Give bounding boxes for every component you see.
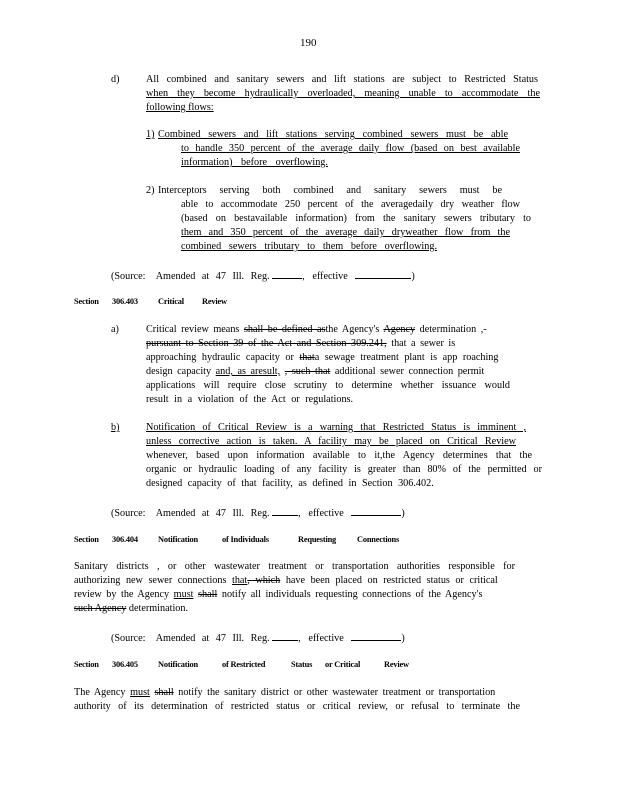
section-404-word-4: Connections — [357, 535, 400, 544]
item-d-sub2-line1: Interceptors serving both combined and sanitary sewers must be — [158, 185, 502, 196]
blank-effective-date — [351, 505, 401, 516]
item-d-sub2-line5: combined sewers tributary to them before overflowing. — [181, 241, 437, 252]
para-405-line2: authority of its determination of restricted status or critical review, or refusal to terminate the — [74, 701, 520, 712]
item-a-line3: approaching hydraulic capacity or thata sewage treatment plant is app roaching — [146, 352, 499, 363]
section-405-word-3: Status — [291, 660, 313, 669]
section-405-word-4: or Critical — [325, 660, 361, 669]
section-403-word: Section — [74, 297, 99, 306]
item-d-line3: following flows: — [146, 102, 214, 113]
item-d-sub1-line1: Combined sewers and lift stations serving combined sewers must be able — [158, 129, 508, 140]
item-a-line1: Critical review means shall be defined asthe Agency's Agency determination ,- — [146, 324, 487, 335]
item-a-line4: design capacity and, as aresult, , such that additional sewer connection permit — [146, 366, 485, 377]
item-a-line5: applications will require close scrutiny to determine whether issuance would — [146, 380, 510, 391]
item-d-line1: All combined and sanitary sewers and lift stations are subject to Restricted Status — [146, 74, 538, 85]
blank-reg-number — [272, 268, 302, 279]
item-d-sub2-line2: able to accommodate 250 percent of the averagedaily dry weather flow — [181, 199, 520, 210]
section-404-number: 306.404 — [112, 535, 138, 544]
para-404-line1: Sanitary districts , or other wastewater treatment or transportation authorities responsible for — [74, 561, 515, 572]
item-d-sub1-label: 1) — [146, 129, 155, 140]
section-405-number: 306.405 — [112, 660, 138, 669]
section-405-word-5: Review — [384, 660, 409, 669]
item-b-line1: Notification of Critical Review is a warning that Restricted Status is imminent , — [146, 422, 526, 433]
page-number: 190 — [300, 37, 317, 49]
blank-effective-date — [355, 268, 411, 279]
source-line-3: (Source: Amended at 47 Ill. Reg. , effective ) — [111, 630, 405, 646]
item-b-label: b) — [111, 422, 120, 433]
para-405-line1: The Agency must shall notify the sanitary district or other wastewater treatment or transportation — [74, 687, 496, 698]
blank-reg-number — [272, 505, 298, 516]
para-404-line4: such Agency determination. — [74, 603, 189, 614]
item-b-line2: unless corrective action is taken. A facility may be placed on Critical Review — [146, 436, 516, 447]
item-d-sub1-line2: to handle 350 percent of the average daily flow (based on best available — [181, 143, 520, 154]
section-404-word-3: Requesting — [298, 535, 337, 544]
item-b-line5: designed capacity of that facility, as defined in Section 306.402. — [146, 478, 434, 489]
section-404-word-1: Notification — [158, 535, 198, 544]
section-403-title-1: Critical — [158, 297, 184, 306]
para-404-line3: review by the Agency must shall notify all individuals requesting connections of the Agency's — [74, 589, 483, 600]
item-d-sub2-line3: (based on bestavailable information) from the sanitary sewers tributary to — [181, 213, 531, 224]
item-b-line4: organic or hydraulic loading of any facility is greater than 80% of the permitted or — [146, 464, 542, 475]
item-a-label: a) — [111, 324, 119, 335]
item-d-line2: when they become hydraulically overloaded, meaning unable to accommodate the — [146, 88, 540, 99]
item-b-line3: whenever, based upon information available to it,the Agency determines that the — [146, 450, 532, 461]
source-line-1: (Source: Amended at 47 Ill. Reg. , effective ) — [111, 268, 415, 284]
item-a-line2: pursuant to Section 39 of the Act and Section 309.241, that a sewer is — [146, 338, 456, 349]
para-404-line2: authorizing new sewer connections that, which have been placed on restricted status or critical — [74, 575, 498, 586]
section-405-word-2: of Restricted — [222, 660, 266, 669]
section-405-word-1: Notification — [158, 660, 198, 669]
item-d-label: d) — [111, 74, 120, 85]
section-405-word: Section — [74, 660, 99, 669]
item-d-sub1-line3: information) before overflowing. — [181, 157, 328, 168]
blank-effective-date — [351, 630, 401, 641]
item-a-line6: result in a violation of the Act or regulations. — [146, 394, 354, 405]
section-404-word-2: of Individuals — [222, 535, 269, 544]
item-d-sub2-line4: them and 350 percent of the average daily dryweather flow from the — [181, 227, 510, 238]
blank-reg-number — [272, 630, 298, 641]
source-line-2: (Source: Amended at 47 Ill. Reg. , effective ) — [111, 505, 405, 521]
section-403-title-2: Review — [202, 297, 227, 306]
item-d-sub2-label: 2) — [146, 185, 155, 196]
section-403-number: 306.403 — [112, 297, 138, 306]
section-404-word: Section — [74, 535, 99, 544]
